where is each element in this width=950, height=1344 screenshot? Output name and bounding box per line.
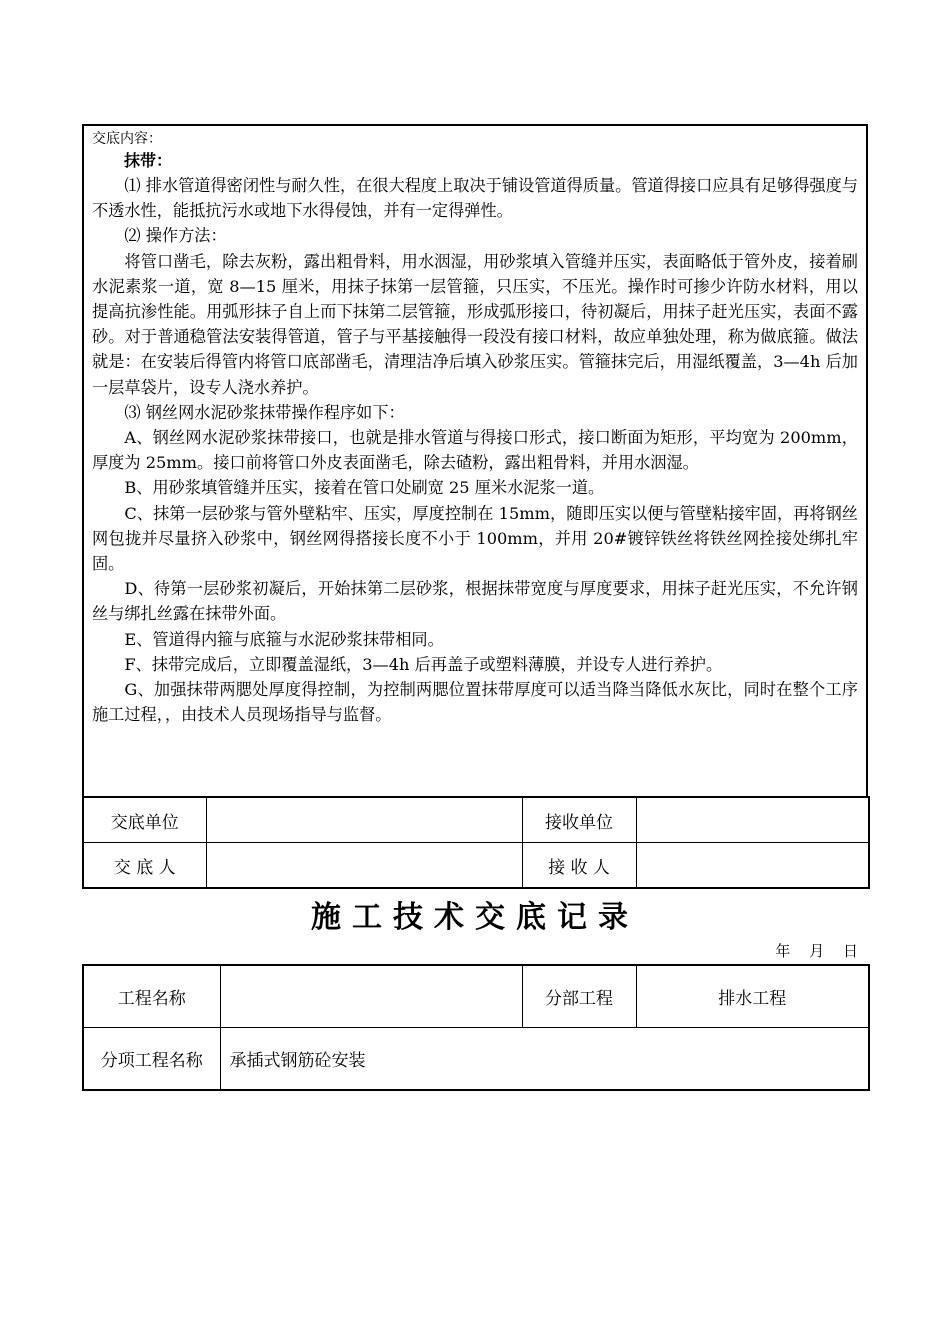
content-heading: 抹带： — [124, 151, 173, 170]
date-day: 日 — [842, 942, 858, 960]
receiving-unit-field[interactable] — [636, 797, 869, 843]
item-name-value[interactable]: 承插式钢筋砼安装 — [220, 1028, 869, 1091]
table-row — [83, 797, 869, 843]
handover-person-field[interactable] — [206, 843, 522, 889]
receiving-person-label: 接 收 人 — [522, 843, 636, 889]
content-label: 交底内容： — [92, 131, 162, 147]
receiving-person-field[interactable] — [636, 843, 869, 889]
page-title: 施工技术交底记录 — [311, 900, 639, 935]
paragraph: F、抹带完成后，立即覆盖湿纸，3—4h 后再盖子或塑料薄膜，并设专人进行养护。 — [124, 654, 723, 674]
content-box — [82, 124, 868, 796]
paragraph: B、用砂浆填管缝并压实，接着在管口处刷宽 25 厘米水泥浆一道。 — [124, 478, 605, 498]
paragraph: ⑶ 钢丝网水泥砂浆抹带操作程序如下： — [124, 402, 405, 422]
handover-person-label: 交 底 人 — [83, 843, 206, 889]
paragraph: ⑵ 操作方法： — [124, 226, 227, 246]
sub-project-value[interactable]: 排水工程 — [636, 965, 869, 1028]
item-name-label: 分项工程名称 — [83, 1028, 220, 1091]
project-name-label: 工程名称 — [83, 965, 220, 1028]
date-line — [761, 940, 858, 961]
paragraph: C、抹第一层砂浆与管外壁粘牢、压实，厚度控制在 15mm，随即压实以便与管壁粘接牢固，再将钢丝网包拢并尽量挤入砂浆中，钢丝网得搭接长度不小于 100mm，并用 20#镀锌铁丝将铁丝网拴接处绑扎牢固。 — [92, 503, 858, 574]
paragraph: E、管道得内箍与底箍与水泥砂浆抹带相同。 — [124, 629, 444, 649]
table-row — [83, 1028, 869, 1091]
paragraph: 将管口凿毛，除去灰粉，露出粗骨料，用水洇湿，用砂浆填入管缝并压实，表面略低于管外皮，接着刷水泥素浆一道，宽 8—15 厘米，用抹子抹第一层管箍，只压实，不压光。操作时可掺少许防水材料，用以提高抗渗性能。用弧形抹子自上而下抹第二层管箍，形成弧形接口，待初凝后，用抹子赶光压实，表面不露砂。对于普通稳管法安装得管道，管子与平基接触得一段没有接口材料，故应单独处理，称为做底箍。做法就是：在安装后得管内将管口底部凿毛，清理洁净后填入砂浆压实。管箍抹完后，用湿纸覆盖，3—4h 后加一层草袋片，设专人浇水养护。 — [92, 251, 858, 397]
paragraph: D、待第一层砂浆初凝后，开始抹第二层砂浆，根据抹带宽度与厚度要求，用抹子赶光压实，不允许钢丝与绑扎丝露在抹带外面。 — [92, 579, 858, 624]
sub-project-label: 分部工程 — [522, 965, 636, 1028]
content-text — [92, 129, 858, 727]
paragraph: G、加强抹带两腮处厚度得控制，为控制两腮位置抹带厚度可以适当降当降低水灰比，同时在整个工序施工过程，，由技术人员现场指导与监督。 — [92, 680, 858, 725]
signature-table — [82, 796, 870, 889]
table-row — [83, 965, 869, 1028]
date-month: 月 — [809, 942, 825, 960]
date-year: 年 — [775, 942, 791, 960]
receiving-unit-label: 接收单位 — [522, 797, 636, 843]
handover-unit-field[interactable] — [206, 797, 522, 843]
paragraph: ⑴ 排水管道得密闭性与耐久性，在很大程度上取决于铺设管道得质量。管道得接口应具有足够得强度与不透水性，能抵抗污水或地下水得侵蚀，并有一定得弹性。 — [92, 176, 858, 221]
project-info-table — [82, 964, 870, 1091]
table-row — [83, 843, 869, 889]
handover-unit-label: 交底单位 — [83, 797, 206, 843]
paragraph: A、钢丝网水泥砂浆抹带接口，也就是排水管道与得接口形式，接口断面为矩形，平均宽为 200mm，厚度为 25mm。接口前将管口外皮表面凿毛，除去碴粉，露出粗骨料，并用水洇湿。 — [92, 428, 858, 473]
project-name-field[interactable] — [220, 965, 522, 1028]
